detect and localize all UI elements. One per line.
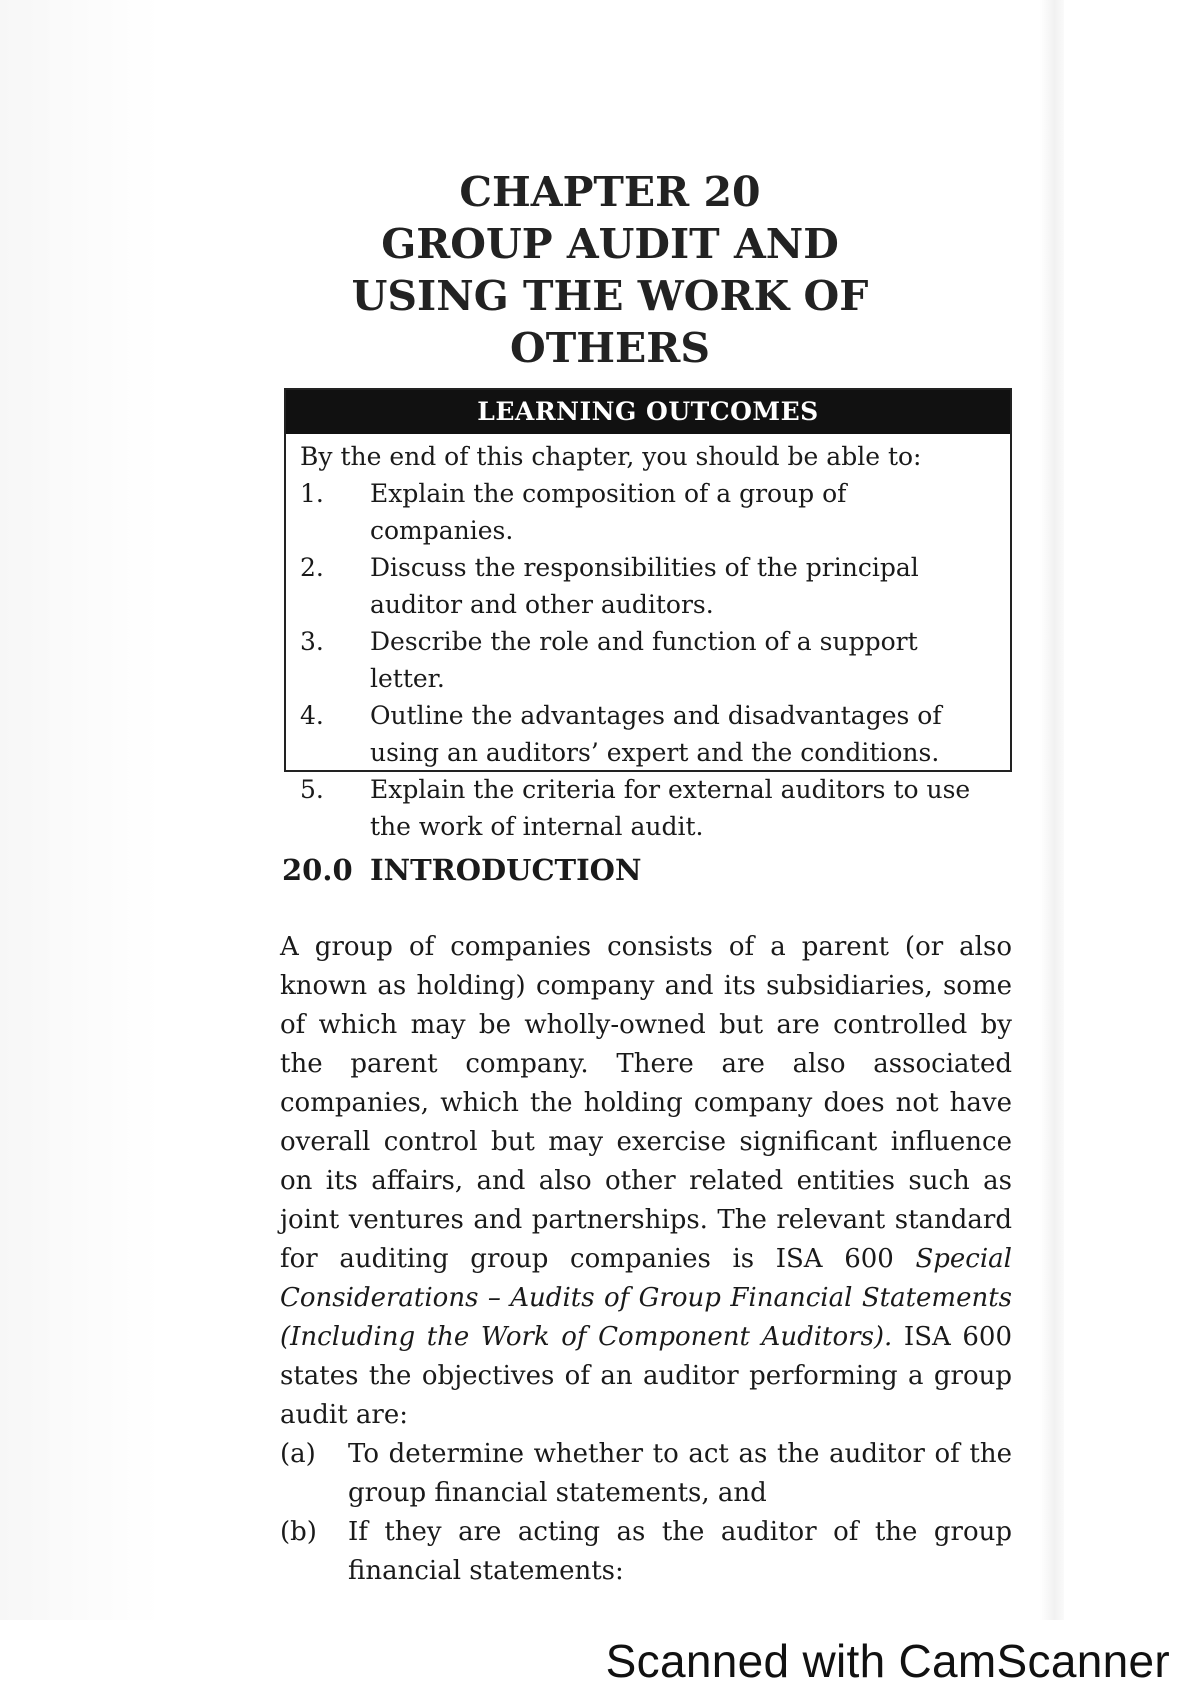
objective-label: (a) — [280, 1439, 316, 1469]
section-title: INTRODUCTION — [370, 853, 642, 887]
learning-outcomes-box — [284, 388, 1012, 841]
learning-outcome-number: 5. — [300, 775, 324, 804]
learning-outcome-item — [300, 475, 996, 549]
learning-outcomes-intro: By the end of this chapter, you should be able to: — [300, 442, 922, 471]
objective-item — [280, 1435, 1012, 1513]
introduction-paragraph-part-1: A group of companies consists of a parent (or also known as holding) company and its subsidiaries, some of which may be wholly-owned but are controlled by the parent company. There are also associated companies, which the holding company does not have overall control but may exercise significant influence on its affairs, and also other related entities such as joint ventures and partnerships. The relevant standard for auditing group companies is ISA 600 — [280, 932, 1012, 1274]
page-shadow-right — [1040, 0, 1064, 1620]
learning-outcome-text: Outline the advantages and disadvantages of using an auditors’ expert and the conditions. — [370, 701, 942, 767]
introduction-paragraph-part-2: ISA 600 states the objectives of an auditor performing a group audit are: — [280, 1322, 1012, 1430]
learning-outcome-text: Describe the role and function of a support letter. — [370, 627, 918, 693]
introduction-paragraph — [280, 928, 1012, 1435]
learning-outcomes-list — [300, 475, 996, 845]
objective-text: If they are acting as the auditor of the group financial statements: — [348, 1517, 1012, 1586]
objectives-list — [280, 1435, 1012, 1591]
chapter-number: CHAPTER 20 — [459, 168, 761, 216]
chapter-title-line-2: USING THE WORK OF OTHERS — [351, 272, 869, 372]
standard-title: Special Considerations – Audits of Group Financial Statements (Including the Work of Component Auditors). — [280, 1244, 1012, 1352]
learning-outcomes-header: LEARNING OUTCOMES — [286, 390, 1010, 434]
learning-outcome-item — [300, 697, 996, 771]
section-number: 20.0 — [282, 853, 353, 887]
learning-outcome-item — [300, 623, 996, 697]
objective-text: To determine whether to act as the auditor of the group financial statements, and — [348, 1439, 1012, 1508]
learning-outcome-item — [300, 549, 996, 623]
camscanner-watermark: Scanned with CamScanner — [605, 1635, 1170, 1687]
learning-outcome-text: Explain the composition of a group of companies. — [370, 479, 847, 545]
page-shadow-left — [0, 0, 160, 1620]
learning-outcomes-body — [286, 434, 1010, 845]
introduction-text — [280, 928, 1012, 1591]
learning-outcome-number: 4. — [300, 701, 324, 730]
chapter-title-line-1: GROUP AUDIT AND — [381, 220, 839, 268]
learning-outcome-text: Explain the criteria for external auditors to use the work of internal audit. — [370, 775, 971, 841]
chapter-title — [300, 166, 920, 374]
learning-outcome-text: Discuss the responsibilities of the principal auditor and other auditors. — [370, 553, 919, 619]
learning-outcome-number: 1. — [300, 479, 324, 508]
objective-label: (b) — [280, 1517, 317, 1547]
learning-outcome-item — [300, 771, 996, 845]
learning-outcome-number: 2. — [300, 553, 324, 582]
learning-outcome-number: 3. — [300, 627, 324, 656]
objective-item — [280, 1513, 1012, 1591]
section-heading — [282, 850, 641, 890]
